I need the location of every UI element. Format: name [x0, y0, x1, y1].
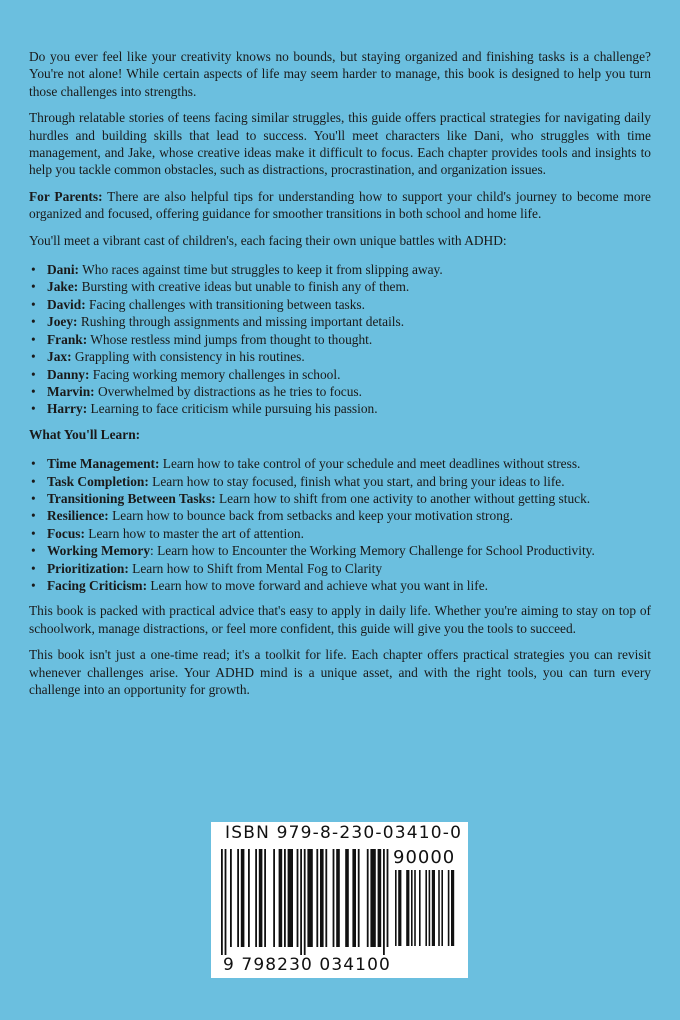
barcode-bar — [225, 849, 227, 955]
barcode-bar — [352, 849, 356, 947]
intro-paragraph: Do you ever feel like your creativity knows no bounds, but staying organized and finishing tasks is a challenge? You're not alone! While certain aspects of life may seem harder to manage, this book is designed to help you turn those challenges into strengths. — [29, 49, 651, 99]
barcode-bar — [345, 849, 349, 947]
barcode-bar — [414, 870, 416, 946]
barcode-bar — [264, 849, 266, 947]
cast-intro: You'll meet a vibrant cast of children's, each facing their own unique battles with ADHD: — [29, 232, 507, 248]
list-item: • Danny: Facing working memory challenges in school. — [47, 366, 651, 383]
barcode — [211, 822, 468, 978]
barcode-bar — [230, 849, 232, 947]
learn-heading: What You'll Learn: — [29, 426, 141, 442]
list-item: • Harry: Learning to face criticism while pursuing his passion. — [47, 400, 651, 417]
list-item: • Jake: Bursting with creative ideas but unable to finish any of them. — [47, 278, 651, 295]
barcode-bar — [241, 849, 245, 947]
barcode-bar — [284, 849, 286, 947]
ean-barcode-bars — [221, 849, 389, 957]
addon-barcode-bars — [395, 870, 459, 956]
list-item: • Jax: Grappling with consistency in his routines. — [47, 348, 651, 365]
barcode-bar — [432, 870, 435, 946]
barcode-bar — [316, 849, 318, 947]
barcode-bar — [248, 849, 250, 947]
barcode-bar — [451, 870, 454, 946]
ean-digits: 9 798230 034100 — [223, 955, 391, 975]
learn-list — [29, 455, 651, 594]
barcode-bar — [398, 870, 401, 946]
barcode-bar — [237, 849, 239, 947]
barcode-bar — [255, 849, 257, 947]
barcode-bar — [358, 849, 360, 947]
list-item: • Time Management: Learn how to take control of your schedule and meet deadlines without stress. — [47, 455, 651, 472]
back-cover-text — [29, 48, 651, 707]
barcode-bar — [383, 849, 385, 955]
barcode-bar — [370, 849, 375, 947]
list-item: • Working Memory: Learn how to Encounter the Working Memory Challenge for School Productivity. — [47, 542, 651, 559]
list-item: • Marvin: Overwhelmed by distractions as he tries to focus. — [47, 383, 651, 400]
parents-text: There are also helpful tips for understanding how to support your child's journey to become more organized and focused, offering guidance for smoother transitions in both school and home life. — [29, 188, 651, 222]
barcode-bar — [419, 870, 421, 946]
barcode-bar — [406, 870, 409, 946]
list-item: • Prioritization: Learn how to Shift from Mental Fog to Clarity — [47, 560, 651, 577]
list-item: • David: Facing challenges with transitioning between tasks. — [47, 296, 651, 313]
barcode-bar — [367, 849, 369, 947]
barcode-bar — [273, 849, 275, 947]
barcode-bar — [288, 849, 293, 947]
parents-label: For Parents: — [29, 188, 103, 204]
list-item: • Joey: Rushing through assignments and missing important details. — [47, 313, 651, 330]
barcode-bar — [259, 849, 263, 947]
barcode-bar — [304, 849, 306, 955]
list-item: • Task Completion: Learn how to stay focused, finish what you start, and bring your ideas to life. — [47, 473, 651, 490]
list-item: • Facing Criticism: Learn how to move forward and achieve what you want in life. — [47, 577, 651, 594]
barcode-bar — [441, 870, 443, 946]
list-item: • Dani: Who races against time but struggles to keep it from slipping away. — [47, 261, 651, 278]
barcode-bar — [221, 849, 223, 955]
price-code: 90000 — [393, 847, 456, 868]
barcode-bar — [411, 870, 413, 946]
closing-paragraph: This book isn't just a one-time read; it's a toolkit for life. Each chapter offers practical strategies you can revisit whenever challenges arise. Your ADHD mind is a unique asset, and with the right tools, you can turn every challenge into an opportunity for growth. — [29, 647, 651, 697]
barcode-bar — [425, 870, 427, 946]
barcode-bar — [378, 849, 382, 947]
outro-paragraph: This book is packed with practical advice that's easy to apply in daily life. Whether you're aiming to stay on top of schoolwork, manage distractions, or feel more confident, this guide will give you the tools to succeed. — [29, 603, 651, 636]
parents-paragraph — [29, 188, 651, 223]
barcode-bar — [300, 849, 302, 955]
character-list — [29, 261, 651, 418]
barcode-bar — [448, 870, 450, 946]
barcode-bar — [325, 849, 327, 947]
isbn-label: ISBN 979-8-230-03410-0 — [225, 823, 463, 843]
barcode-bar — [395, 870, 397, 946]
barcode-bar — [279, 849, 283, 947]
list-item: • Resilience: Learn how to bounce back from setbacks and keep your motivation strong. — [47, 507, 651, 524]
barcode-bar — [307, 849, 312, 947]
barcode-bar — [333, 849, 335, 947]
barcode-bar — [438, 870, 440, 946]
list-item: • Frank: Whose restless mind jumps from thought to thought. — [47, 331, 651, 348]
barcode-bar — [320, 849, 324, 947]
barcode-bar — [297, 849, 299, 947]
barcode-bar — [336, 849, 340, 947]
barcode-bar — [429, 870, 431, 946]
barcode-bar — [387, 849, 389, 947]
list-item: • Focus: Learn how to master the art of attention. — [47, 525, 651, 542]
description-paragraph: Through relatable stories of teens facing similar struggles, this guide offers practical strategies for navigating daily hurdles and building skills that lead to success. You'll meet characters like Dani, who struggles with time management, and Jake, whose creative ideas make it difficult to focus. Each chapter provides tools and insights to help you tackle common obstacles, such as distractions, procrastination, and organization issues. — [29, 110, 651, 178]
list-item: • Transitioning Between Tasks: Learn how to shift from one activity to another without getting stuck. — [47, 490, 651, 507]
